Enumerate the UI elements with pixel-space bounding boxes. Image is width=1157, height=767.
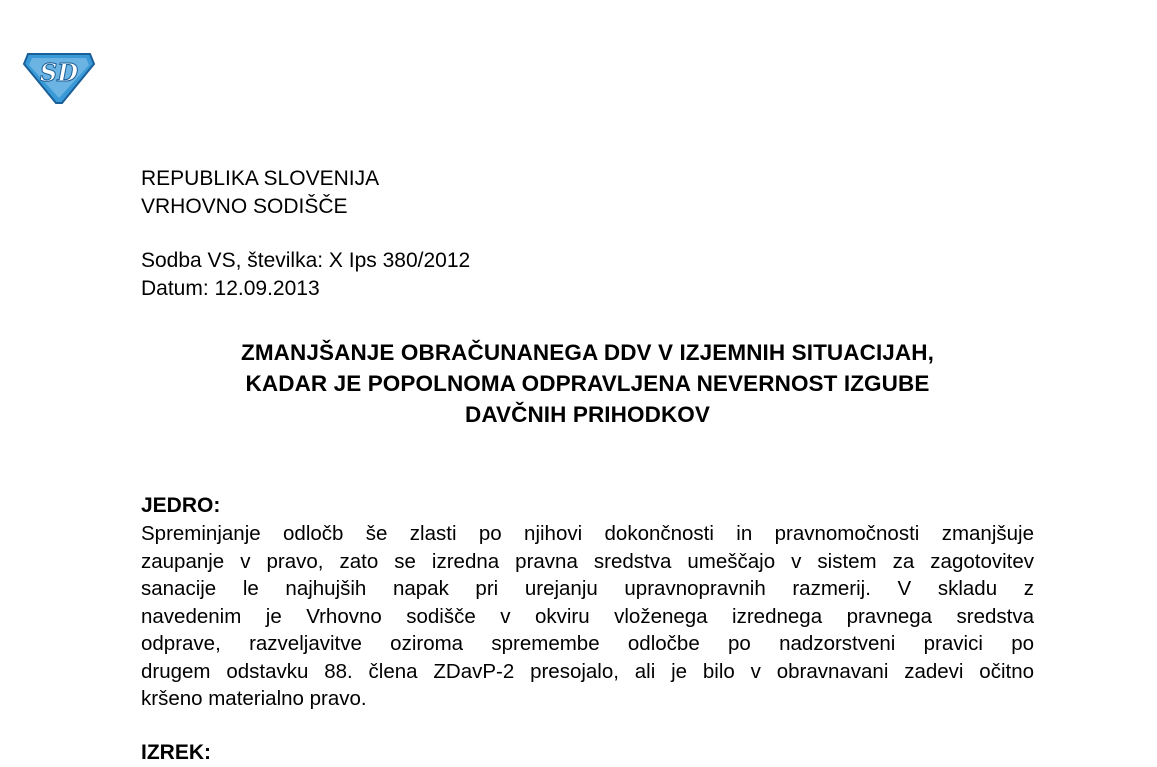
- document-title: [141, 337, 1034, 430]
- paragraph-line: kršeno materialno pravo.: [141, 687, 367, 710]
- jedro-heading: JEDRO:: [141, 494, 221, 517]
- paragraph-line: drugem odstavku 88. člena ZDavP-2 presojalo, ali je bilo v obravnavani zadevi očitno: [141, 659, 1034, 683]
- paragraph-line: zaupanje v pravo, zato se izredna pravna sredstva umeščajo v sistem za zagotovitev: [141, 549, 1034, 573]
- izrek-heading: IZREK:: [141, 740, 211, 764]
- document-body: [141, 165, 1034, 767]
- paragraph-line: navedenim je Vrhovno sodišče v okviru vloženega izrednega pravnega sredstva: [141, 604, 1034, 628]
- sd-shield-logo-icon: [22, 48, 96, 106]
- case-number: Sodba VS, številka: X Ips 380/2012: [141, 249, 471, 272]
- jedro-paragraph: [141, 520, 1034, 713]
- country-name: REPUBLIKA SLOVENIJA: [141, 167, 380, 190]
- paragraph-line: sanacije le najhujših napak pri urejanju upravnopravnih razmerij. V skladu z: [141, 577, 1034, 600]
- court-logo: [22, 48, 96, 106]
- title-line: DAVČNIH PRIHODKOV: [464, 402, 711, 427]
- case-date: Datum: 12.09.2013: [141, 277, 320, 300]
- title-line: KADAR JE POPOLNOMA ODPRAVLJENA NEVERNOST IZGUBE: [245, 371, 930, 396]
- paragraph-line: Spreminjanje odločb še zlasti po njihovi dokončnosti in pravnomočnosti zmanjšuje: [141, 522, 1034, 545]
- title-line: ZMANJŠANJE OBRAČUNANEGA DDV V IZJEMNIH SITUACIJAH,: [241, 340, 934, 365]
- paragraph-line: odprave, razveljavitve oziroma spremembe odločbe po nadzorstveni pravici po: [141, 632, 1034, 655]
- logo-text: SD: [39, 58, 79, 87]
- court-name: VRHOVNO SODIŠČE: [141, 195, 348, 218]
